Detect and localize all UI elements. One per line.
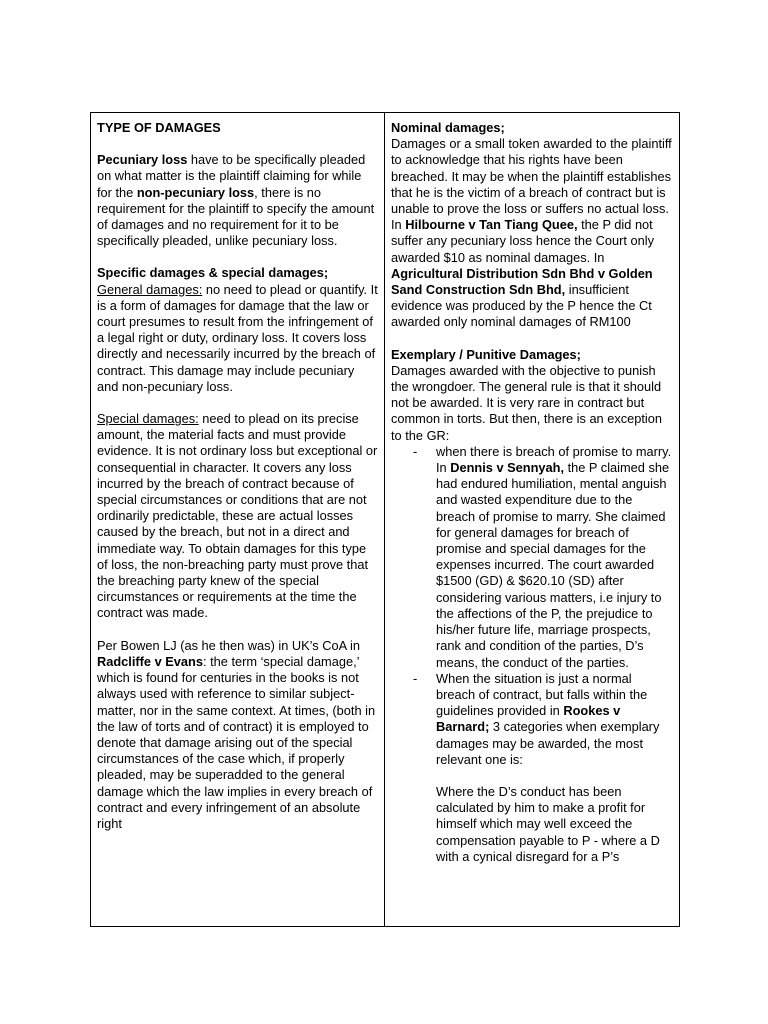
case-hilbourne-v-tan-tiang-quee: Hilbourne v Tan Tiang Quee, [405,217,578,233]
pecuniary-loss-paragraph: Pecuniary loss have to be specifically pleaded on what matter is the plaintiff claiming for while for the non-pecuniary loss, there is no requirement for the plaintiff to specify the amount of damages and no requirement for it to be specifically pleaded, unlike pecuniary loss. [97,152,375,249]
bowen-lj-paragraph: Per Bowen LJ (as he then was) in UK’s CoA in Radcliffe v Evans: the term ‘special damage,’ which is found for centuries in the books is not always used with reference to similar subject-matter, nor in the same context. At times, (both in the law of torts and of contract) it is employed to denote that damage arising out of the special circumstances of the case which, if properly pleaded, may be superadded to the general damage which the law implies in every breach of contract and every infringement of an absolute right [97,637,376,831]
heading-specific-damages: Specific damages & special damages; [97,265,329,281]
exemplary-damages-paragraph: Damages awarded with the objective to punish the wrongdoer. The general rule is that it should not be awarded. It is very rare in contract but common in torts. But then, there is an exception to the GR: [391,362,663,443]
term-special-damages: Special damages: [97,411,199,427]
left-column [91,113,385,927]
dash-bullet-icon: - [413,443,418,459]
heading-nominal-damages: Nominal damages; [391,120,505,135]
right-column [385,113,680,927]
case-dennis-v-sennyah: Dennis v Sennyah, [450,460,565,476]
term-non-pecuniary-loss: non-pecuniary loss [136,184,255,200]
heading-type-of-damages: TYPE OF DAMAGES [97,120,221,135]
term-general-damages: General damages: [97,281,203,297]
special-damages-paragraph: Special damages: need to plead on its precise amount, the material facts and must provide evidence. It is not ordinary loss but exceptional or consequential in character. It covers any loss incurred by the breach of contract because of special circumstances or conditions that are not ordinarily predictable, these are actual losses caused by the breach, but not in a direct and immediate way. To obtain damages for this type of loss, the non-breaching party must prove that the breaching party knew of the special circumstances or requirements at the time the contract was made. [97,411,378,621]
case-agricultural-distribution: Agricultural Distribution Sdn Bhd v Golden Sand Construction Sdn Bhd, [391,265,653,298]
list-item: - when there is breach of promise to marry. In Dennis v Sennyah, the P claimed she had endured humiliation, mental anguish and wasted expenditure due to the breach of promise to marry. She claimed for general damages for breach of promise and special damages for the expenses incurred. The court awarded $1500 (GD) & $620.10 (SD) after considering various matters, i.e injury to the affections of the P, the prejudice to his/her future life, marriage prospects, rank and condition of the parties, D’s means, the conduct of the parties. [413,443,672,670]
list-item: - When the situation is just a normal breach of contract, but falls within the guidelines provided in Rookes v Barnard; 3 categories when exemplary damages may be awarded, the most relevant one is: Where the D’s conduct has been calculated by him to make a profit for himself which may well exceed the compensation payable to P - where a D with a cynical disregard for a P’s [391,671,673,865]
damages-table [90,112,680,927]
dash-bullet-icon: - [413,670,418,686]
exception-list [391,444,673,865]
general-damages-paragraph: General damages: no need to plead or quantify. It is a form of damages for damage that the law or court presumes to result from the infringement of a legal right or duty, ordinary loss. It covers loss directly and necessarily incurred by the breach of contract. This damage may include pecuniary and non-pecuniary loss. [97,281,378,394]
heading-exemplary-damages: Exemplary / Punitive Damages; [391,346,581,362]
case-radcliffe-v-evans: Radcliffe v Evans [97,653,203,669]
nominal-damages-paragraph: Damages or a small token awarded to the plaintiff to acknowledge that his rights have been breached. It may be when the plaintiff establishes that he is the victim of a breach of contract but is unable to prove the loss or suffers no actual loss. In Hilbourne v Tan Tiang Quee, the P did not suffer any pecuniary loss hence the Court only awarded $10 as nominal damages. In Agricultural Distribution Sdn Bhd v Golden Sand Construction Sdn Bhd, insufficient evidence was produced by the P hence the Ct awarded only nominal damages of RM100 [391,136,672,330]
term-pecuniary-loss: Pecuniary loss [97,152,188,168]
case-rookes-v-barnard: Rookes v Barnard; [436,703,621,735]
rookes-category-quote: Where the D’s conduct has been calculated by him to make a profit for himself which may well exceed the compensation payable to P - where a D with a cynical disregard for a P’s [436,783,660,864]
